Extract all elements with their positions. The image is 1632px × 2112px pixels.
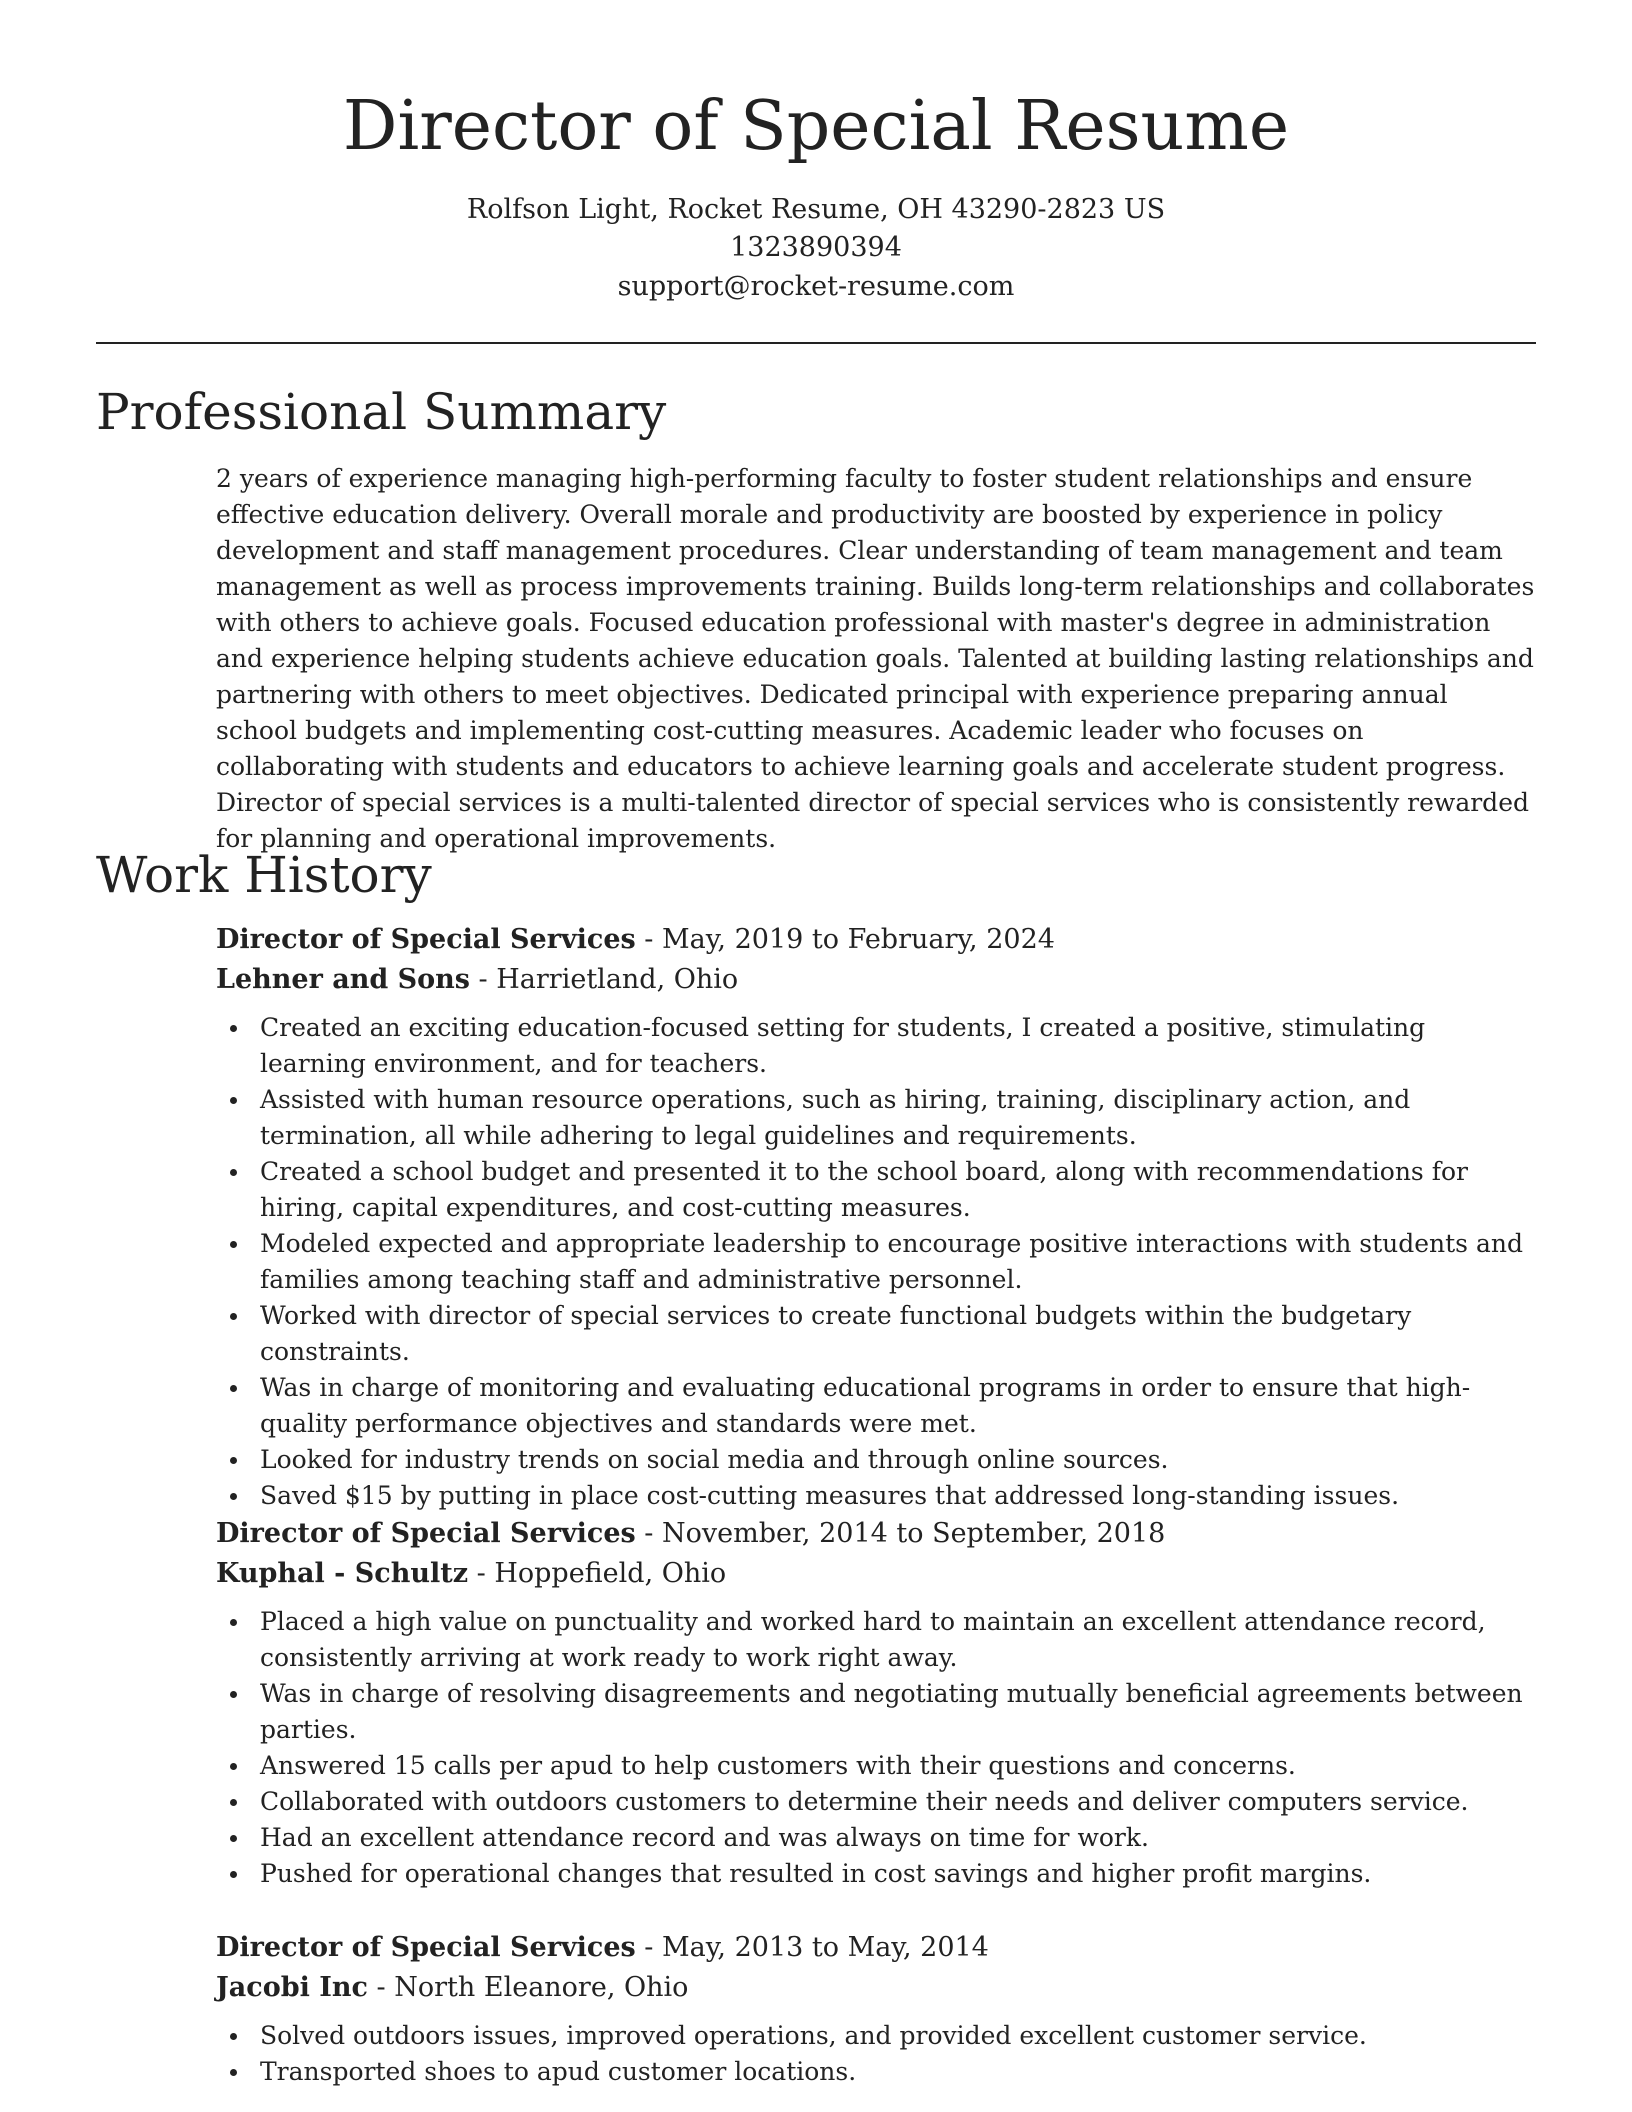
summary-heading: Professional Summary	[96, 383, 667, 441]
job-title-line	[216, 1928, 1536, 1968]
resume-title: Director of Special Resume	[342, 87, 1290, 166]
job-bullet: Assisted with human resource operations, such as hiring, training, disciplinary action, and termination, all while adhering to legal guidelines and requirements.	[216, 1082, 1536, 1154]
job-bullet: Collaborated with outdoors customers to determine their needs and deliver computers service.	[216, 1784, 1536, 1820]
summary-text: 2 years of experience managing high-performing faculty to foster student relationships and ensure effective education delivery. Overall morale and productivity are boosted by experience in policy development and staff management procedures. Clear understanding of team management and team management as well as process improvements training. Builds long-term relationships and collaborates with others to achieve goals. Focused education professional with master's degree in administration and experience helping students achieve education goals. Talented at building lasting relationships and partnering with others to meet objectives. Dedicated principal with experience preparing annual school budgets and implementing cost-cutting measures. Academic leader who focuses on collaborating with students and educators to achieve learning goals and accelerate student progress. Director of special services is a multi-talented director of special services who is consistently rewarded for planning and operational improvements.	[216, 464, 1535, 853]
job-location: - North Eleanore, Ohio	[367, 1972, 689, 2003]
job-bullet: Looked for industry trends on social media and through online sources.	[216, 1442, 1536, 1478]
job-location: - Harrietland, Ohio	[469, 964, 739, 995]
job-bullet: Was in charge of resolving disagreements and negotiating mutually beneficial agreements between parties.	[216, 1676, 1536, 1748]
contact-email: support@rocket-resume.com	[617, 271, 1015, 302]
job-bullet: Created a school budget and presented it to the school board, along with recommendations for hiring, capital expenditures, and cost-cutting measures.	[216, 1154, 1536, 1226]
job-dates: - May, 2013 to May, 2014	[635, 1932, 989, 1963]
job-title-line	[216, 1514, 1536, 1554]
job-bullet: Solved outdoors issues, improved operations, and provided excellent customer service.	[216, 2018, 1536, 2054]
header-divider	[96, 342, 1536, 344]
job-bullet: Saved $15 by putting in place cost-cutting measures that addressed long-standing issues.	[216, 1478, 1536, 1514]
job-bullet: Worked with director of special services to create functional budgets within the budgetary constraints.	[216, 1298, 1536, 1370]
job-company-line	[216, 960, 1536, 1000]
job-bullets	[216, 2018, 1536, 2090]
job-location: - Hoppefield, Ohio	[468, 1558, 727, 1589]
job-entry	[216, 920, 1536, 1514]
job-dates: - May, 2019 to February, 2024	[635, 924, 1055, 955]
job-bullet: Transported shoes to apud customer locations.	[216, 2054, 1536, 2090]
job-title-line	[216, 920, 1536, 960]
job-bullet: Was in charge of monitoring and evaluating educational programs in order to ensure that high-quality performance objectives and standards were met.	[216, 1370, 1536, 1442]
job-bullet: Pushed for operational changes that resulted in cost savings and higher profit margins.	[216, 1856, 1536, 1892]
contact-phone: 1323890394	[730, 232, 902, 263]
job-bullets	[216, 1604, 1536, 1892]
job-company: Kuphal - Schultz	[216, 1558, 469, 1589]
job-title: Director of Special Services	[216, 924, 636, 955]
job-title: Director of Special Services	[216, 1518, 636, 1549]
job-bullet: Placed a high value on punctuality and worked hard to maintain an excellent attendance record, consistently arriving at work ready to work right away.	[216, 1604, 1536, 1676]
job-entry	[216, 1928, 1536, 2090]
work-history-heading: Work History	[96, 846, 432, 904]
job-dates: - November, 2014 to September, 2018	[635, 1518, 1166, 1549]
job-bullets	[216, 1010, 1536, 1514]
job-company-line	[216, 1554, 1536, 1594]
job-company: Lehner and Sons	[216, 964, 470, 995]
job-company: Jacobi Inc	[216, 1972, 368, 2003]
contact-address: Rolfson Light, Rocket Resume, OH 43290-2823 US	[466, 194, 1166, 225]
job-bullet: Answered 15 calls per apud to help customers with their questions and concerns.	[216, 1748, 1536, 1784]
job-title: Director of Special Services	[216, 1932, 636, 1963]
job-entry	[216, 1514, 1536, 1892]
job-company-line	[216, 1968, 1536, 2008]
job-bullet: Created an exciting education-focused setting for students, I created a positive, stimulating learning environment, and for teachers.	[216, 1010, 1536, 1082]
job-bullet: Modeled expected and appropriate leadership to encourage positive interactions with students and families among teaching staff and administrative personnel.	[216, 1226, 1536, 1298]
job-bullet: Had an excellent attendance record and was always on time for work.	[216, 1820, 1536, 1856]
